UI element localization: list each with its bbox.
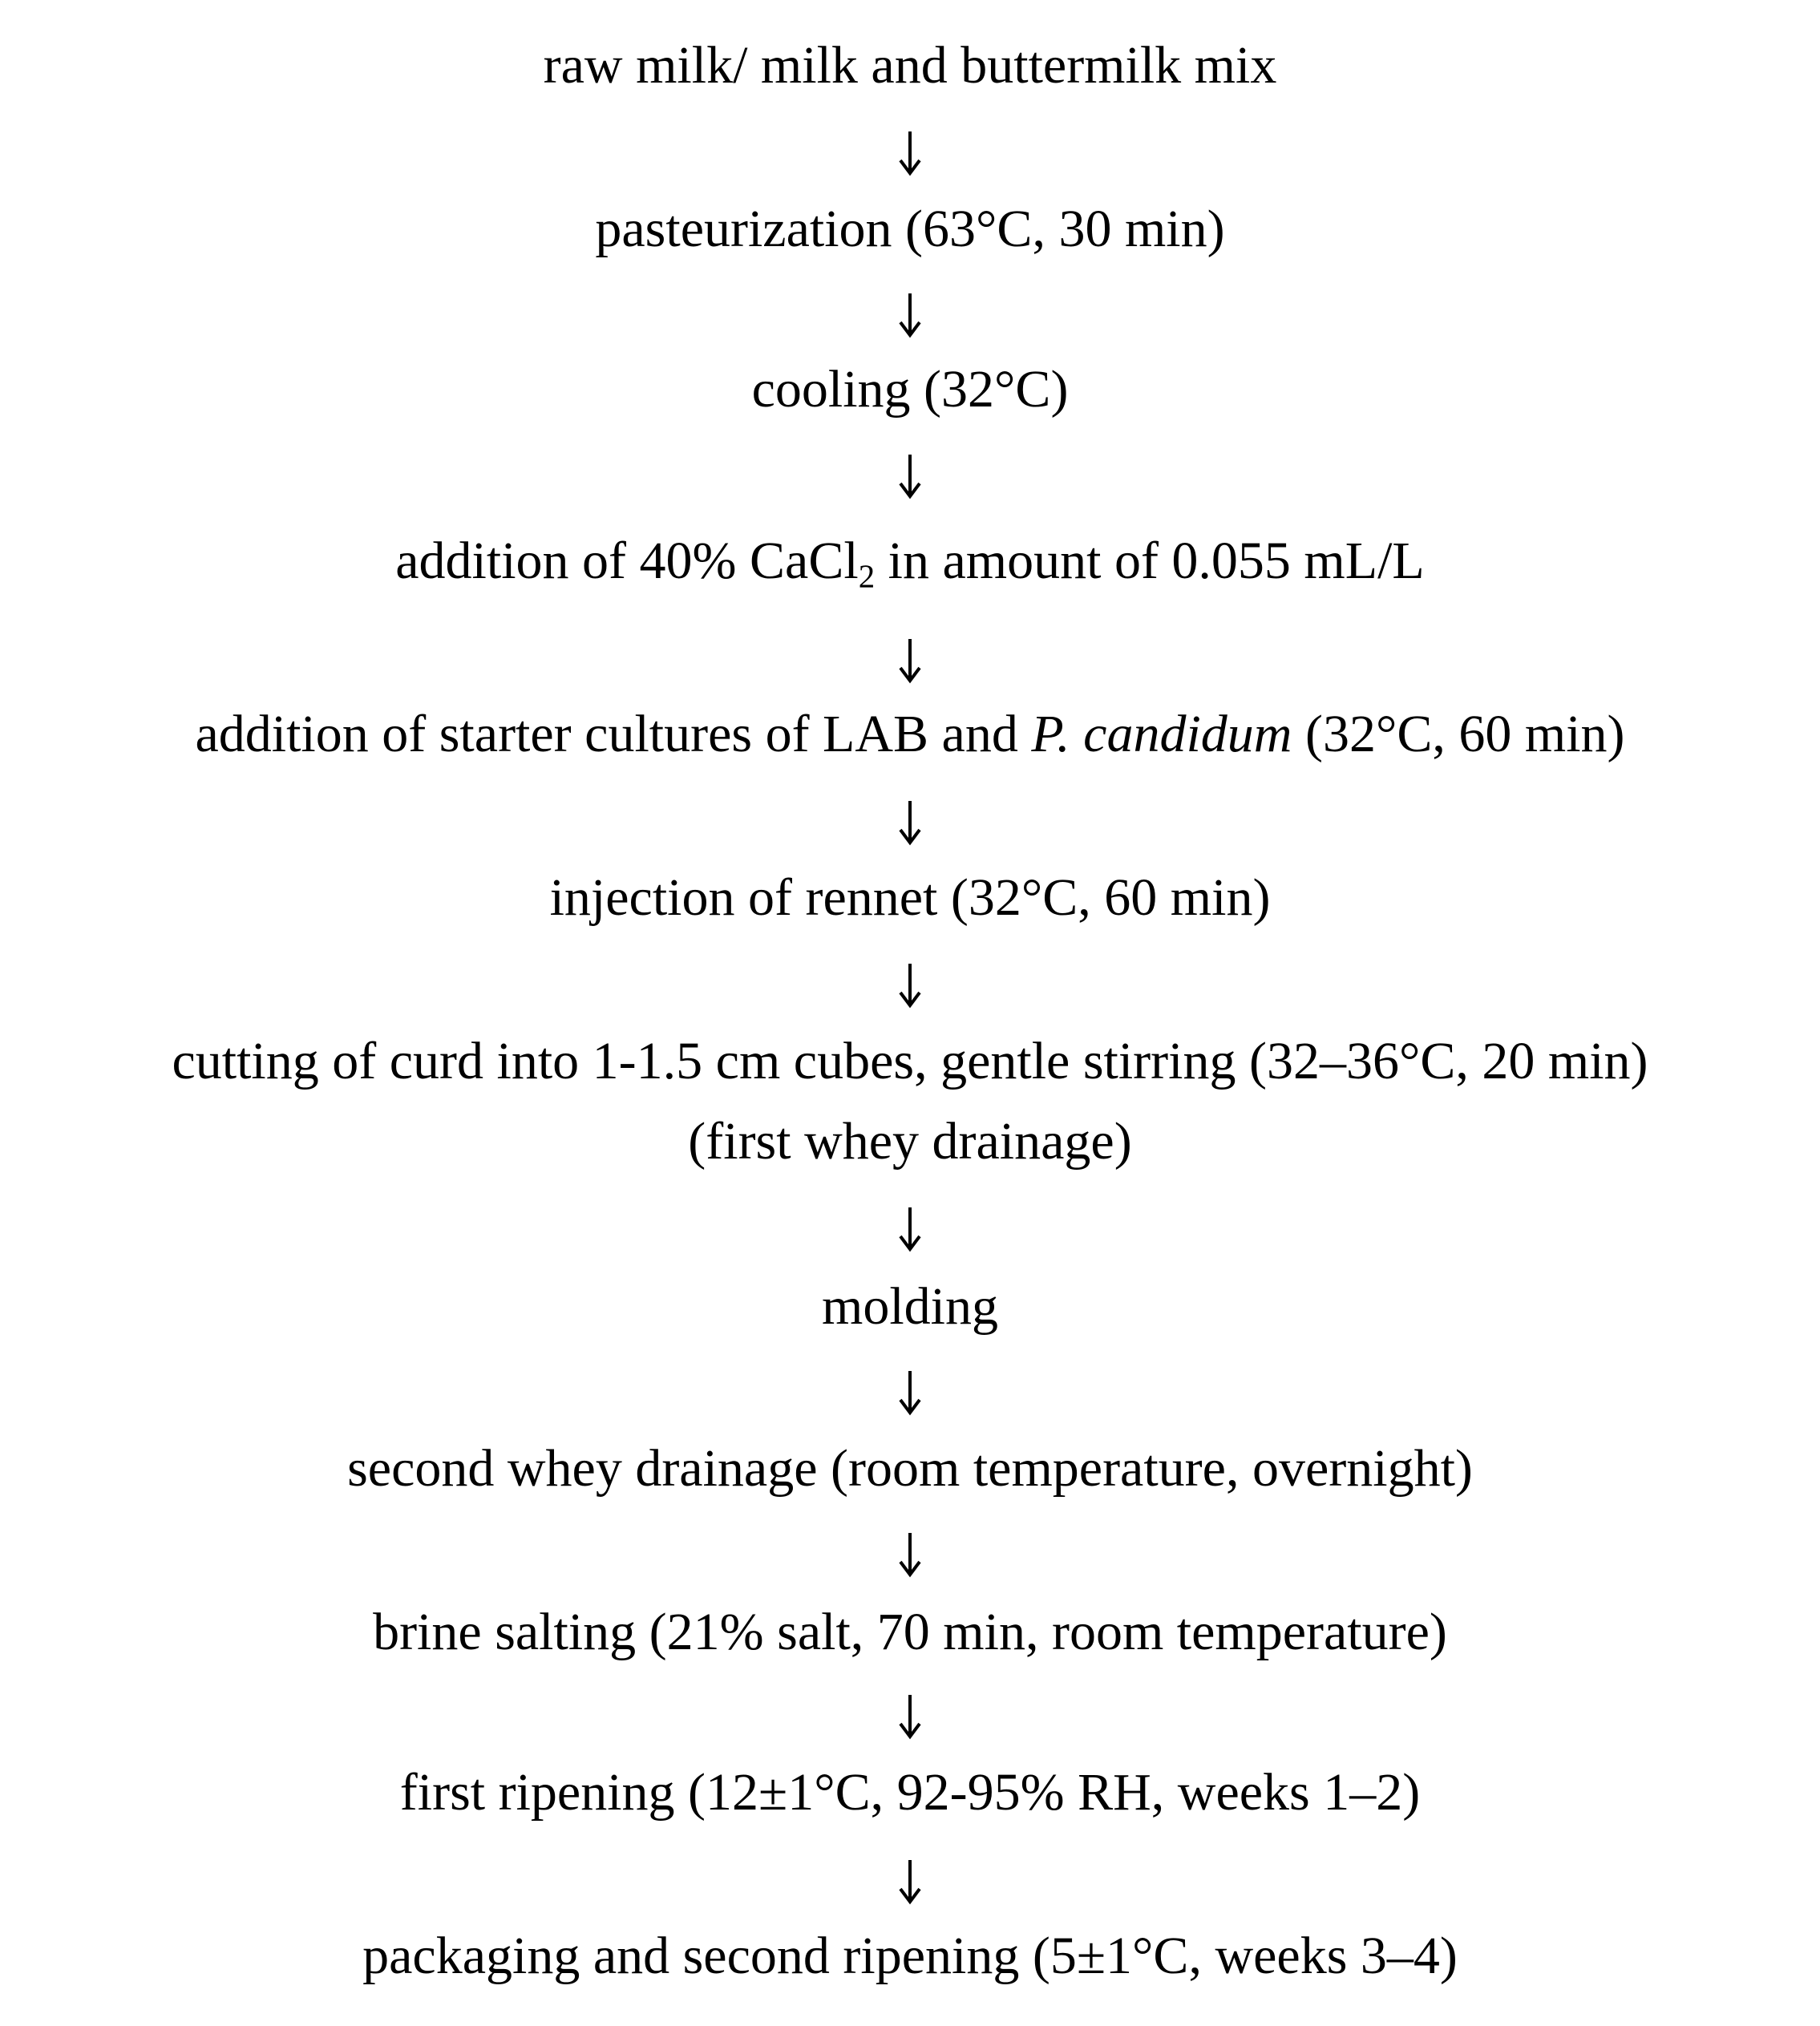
step-pasteurization: pasteurization (63°C, 30 min) [595,200,1225,258]
down-arrow-icon [0,1196,1820,1260]
step-cooling: cooling (32°C) [751,360,1069,419]
down-arrow-icon [0,1849,1820,1913]
down-arrow-icon [0,120,1820,184]
step-starter-conditions: (32°C, 60 min) [1292,705,1625,763]
step-cacl2-subscript: 2 [858,558,876,595]
step-cacl2-amount: in amount of 0.055 mL/L [875,532,1425,590]
step-starter-text: addition of starter cultures of LAB and [195,705,1032,763]
down-arrow-icon [0,628,1820,692]
down-arrow-icon [0,1360,1820,1424]
step-second-whey-drainage: second whey drainage (room temperature, overnight) [347,1439,1473,1498]
step-raw-milk: raw milk/ milk and buttermilk mix [543,36,1277,95]
step-molding: molding [821,1277,998,1336]
step-cacl2-text: addition of 40% CaCl [395,532,859,590]
step-brine-salting: brine salting (21% salt, 70 min, room temperature) [373,1603,1447,1661]
down-arrow-icon [0,952,1820,1017]
down-arrow-icon [0,790,1820,854]
step-first-ripening: first ripening (12±1°C, 92-95% RH, weeks 1–2) [399,1763,1421,1822]
step-cacl2-addition [0,529,1820,593]
step-starter-species: P. candidum [1031,705,1292,763]
down-arrow-icon [0,443,1820,508]
step-starter-cultures [0,702,1820,766]
step-curd-cutting: cutting of curd into 1-1.5 cm cubes, gentle stirring (32–36°C, 20 min) [172,1032,1648,1090]
down-arrow-icon [0,1522,1820,1586]
down-arrow-icon [0,282,1820,346]
step-rennet: injection of rennet (32°C, 60 min) [549,868,1271,927]
step-first-whey-drainage: (first whey drainage) [688,1112,1132,1171]
down-arrow-icon [0,1684,1820,1748]
step-packaging-second-ripening: packaging and second ripening (5±1°C, weeks 3–4) [362,1927,1458,1985]
